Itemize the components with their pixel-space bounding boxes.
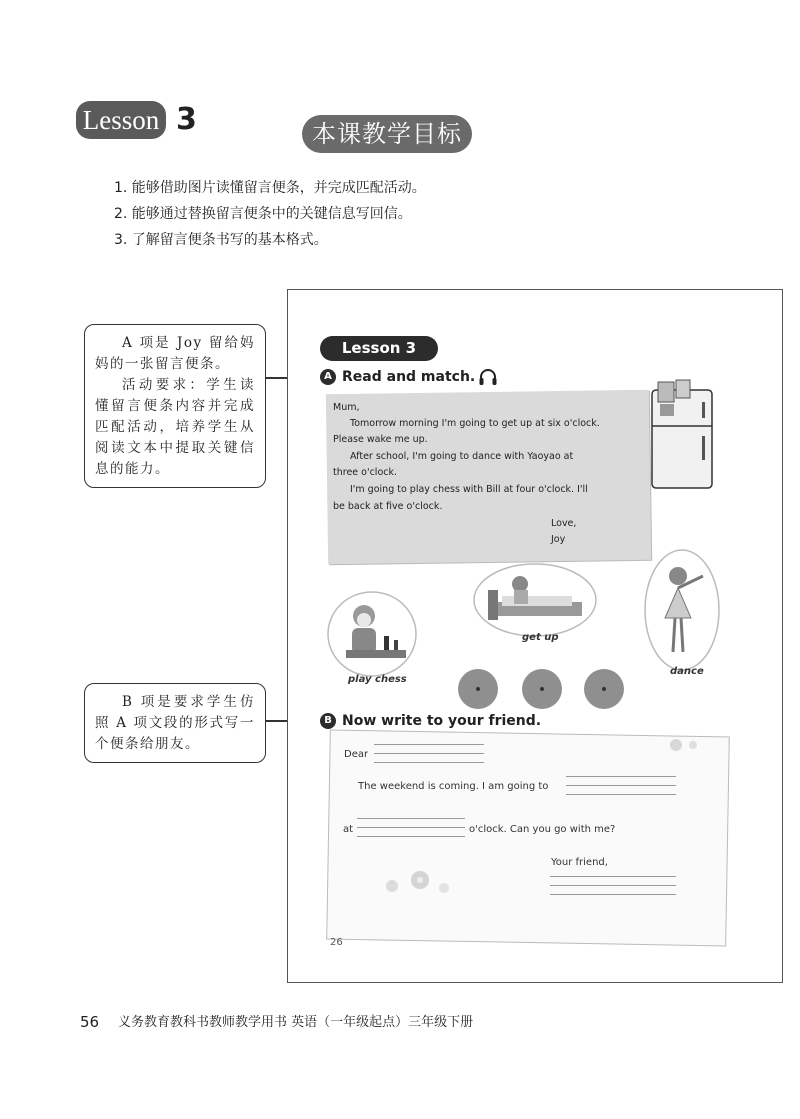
note-closing: Love, <box>551 518 577 529</box>
activity-blank-2[interactable] <box>566 785 676 786</box>
dance-illustration <box>643 548 721 674</box>
fridge-illustration <box>648 378 718 490</box>
time-blank-3[interactable] <box>357 836 465 837</box>
get-up-illustration <box>472 562 598 638</box>
write-closing: Your friend, <box>551 857 608 868</box>
write-clock-line: o'clock. Can you go with me? <box>469 824 616 835</box>
objective-1: 1. 能够借助图片读懂留言便条，并完成匹配活动。 <box>114 180 426 196</box>
note-line-4: After school, I'm going to dance with Yaoyao at <box>350 451 574 462</box>
footer-page-number: 56 <box>80 1013 100 1031</box>
dear-blank-2[interactable] <box>374 753 484 754</box>
note-a-line-2: 活动要求：学生读懂留言便条内容并完成匹配活动，培养学生从阅读文本中提取关键信息的能力。 <box>95 377 255 477</box>
note-a-line-1: A 项是 Joy 留给妈妈的一张留言便条。 <box>95 335 255 372</box>
time-blank-1[interactable] <box>357 818 465 819</box>
lesson-badge: Lesson <box>76 101 166 139</box>
note-line-1: Mum, <box>333 402 360 413</box>
name-blank-2[interactable] <box>550 885 676 886</box>
headphones-icon <box>478 368 498 386</box>
lesson-number: 3 <box>176 102 197 137</box>
name-blank-3[interactable] <box>550 894 676 895</box>
write-weekend-line: The weekend is coming. I am going to <box>358 781 549 792</box>
answer-circle-1[interactable] <box>458 669 498 709</box>
dear-blank-1[interactable] <box>374 744 484 745</box>
textbook-page-number: 26 <box>330 937 343 948</box>
activity-blank-3[interactable] <box>566 794 676 795</box>
play-chess-illustration <box>326 590 418 682</box>
teaching-note-a <box>84 324 266 488</box>
flower-decoration-icon <box>667 736 703 754</box>
section-b-letter: B <box>320 713 336 729</box>
name-blank-1[interactable] <box>550 876 676 877</box>
write-dear: Dear <box>344 749 369 760</box>
note-line-7: be back at five o'clock. <box>333 501 443 512</box>
write-at: at <box>343 824 354 835</box>
answer-circle-2[interactable] <box>522 669 562 709</box>
caption-play-chess: play chess <box>348 674 407 685</box>
caption-dance: dance <box>670 666 704 677</box>
note-line-3: Please wake me up. <box>333 434 428 445</box>
flower-bottom-icon <box>380 868 460 898</box>
note-b-line-1: B 项是要求学生仿照 A 项文段的形式写一个便条给朋友。 <box>95 694 255 752</box>
note-signature: Joy <box>551 534 566 545</box>
activity-blank-1[interactable] <box>566 776 676 777</box>
note-line-2: Tomorrow morning I'm going to get up at six o'clock. <box>350 418 600 429</box>
time-blank-2[interactable] <box>357 827 465 828</box>
teaching-note-b <box>84 683 266 763</box>
objectives-title: 本课教学目标 <box>302 115 472 153</box>
note-line-6: I'm going to play chess with Bill at four o'clock. I'll <box>350 484 588 495</box>
objective-2: 2. 能够通过替换留言便条中的关键信息写回信。 <box>114 206 412 222</box>
answer-circle-3[interactable] <box>584 669 624 709</box>
footer-book-title: 义务教育教科书教师教学用书 英语（一年级起点）三年级下册 <box>118 1015 474 1030</box>
section-b-title: Now write to your friend. <box>342 713 542 729</box>
section-a-title: Read and match. <box>342 369 476 385</box>
caption-get-up: get up <box>522 632 559 643</box>
note-line-5: three o'clock. <box>333 467 397 478</box>
section-a-letter: A <box>320 369 336 385</box>
dear-blank-3[interactable] <box>374 762 484 763</box>
textbook-lesson-badge: Lesson 3 <box>320 336 438 361</box>
objective-3: 3. 了解留言便条书写的基本格式。 <box>114 232 328 248</box>
